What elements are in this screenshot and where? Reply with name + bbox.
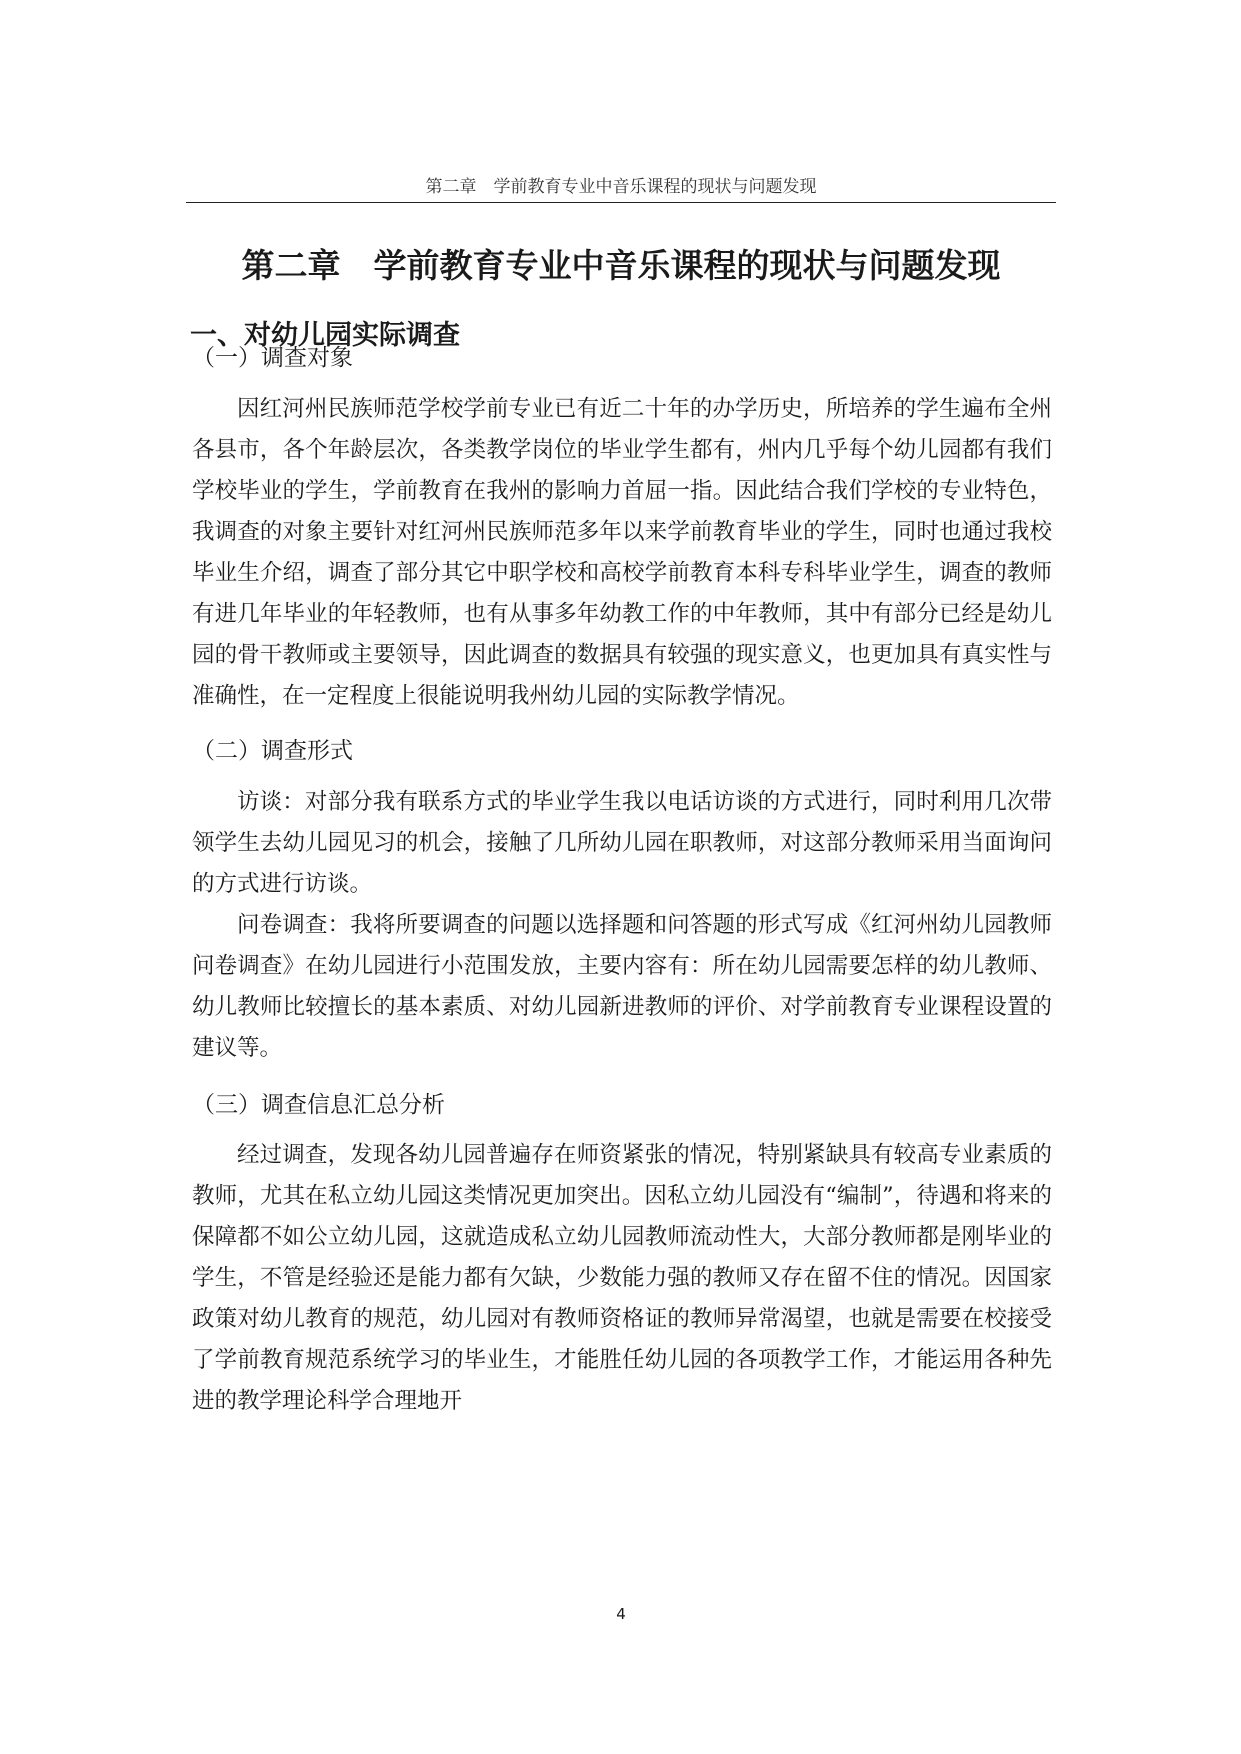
paragraph-analysis: 经过调查，发现各幼儿园普遍存在师资紧张的情况，特别紧缺具有较高专业素质的教师，尤其在私立幼儿园这类情况更加突出。因私立幼儿园没有“编制”，待遇和将来的保障都不如公立幼儿园，这就造成私立幼儿园教师流动性大，大部分教师都是刚毕业的学生，不管是经验还是能力都有欠缺，少数能力强的教师又存在留不住的情况。因国家政策对幼儿教育的规范，幼儿园对有教师资格证的教师异常渴望，也就是需要在校接受了学前教育规范系统学习的毕业生，才能胜任幼儿园的各项教学工作，才能运用各种先进的教学理论科学合理地开: [192, 1142, 1052, 1414]
section-title: 一、对幼儿园实际调查: [190, 320, 460, 351]
subsection-title-3: （三）调查信息汇总分析: [192, 1092, 445, 1118]
chapter-title: 第二章 学前教育专业中音乐课程的现状与问题发现: [241, 246, 1001, 285]
header-rule: [186, 202, 1056, 203]
paragraph-interview: 访谈：对部分我有联系方式的毕业学生我以电话访谈的方式进行，同时利用几次带领学生去幼儿园见习的机会，接触了几所幼儿园在职教师，对这部分教师采用当面询问的方式进行访谈。: [192, 789, 1052, 897]
running-header: 第二章 学前教育专业中音乐课程的现状与问题发现: [425, 177, 817, 197]
subsection-title-2: （二）调查形式: [192, 738, 353, 764]
page-number: 4: [616, 1605, 626, 1623]
subsection-title-1: （一）调查对象: [192, 345, 353, 371]
paragraph-survey-subjects: 因红河州民族师范学校学前专业已有近二十年的办学历史，所培养的学生遍布全州各县市，各个年龄层次，各类教学岗位的毕业学生都有，州内几乎每个幼儿园都有我们学校毕业的学生，学前教育在我州的影响力首屈一指。因此结合我们学校的专业特色，我调查的对象主要针对红河州民族师范多年以来学前教育毕业的学生，同时也通过我校毕业生介绍，调查了部分其它中职学校和高校学前教育本科专科毕业学生，调查的教师有进几年毕业的年轻教师，也有从事多年幼教工作的中年教师，其中有部分已经是幼儿园的骨干教师或主要领导，因此调查的数据具有较强的现实意义，也更加具有真实性与准确性，在一定程度上很能说明我州幼儿园的实际教学情况。: [192, 396, 1052, 709]
paragraph-questionnaire: 问卷调查：我将所要调查的问题以选择题和问答题的形式写成《红河州幼儿园教师问卷调查》在幼儿园进行小范围发放，主要内容有：所在幼儿园需要怎样的幼儿教师、幼儿教师比较擅长的基本素质、对幼儿园新进教师的评价、对学前教育专业课程设置的建议等。: [192, 912, 1052, 1061]
